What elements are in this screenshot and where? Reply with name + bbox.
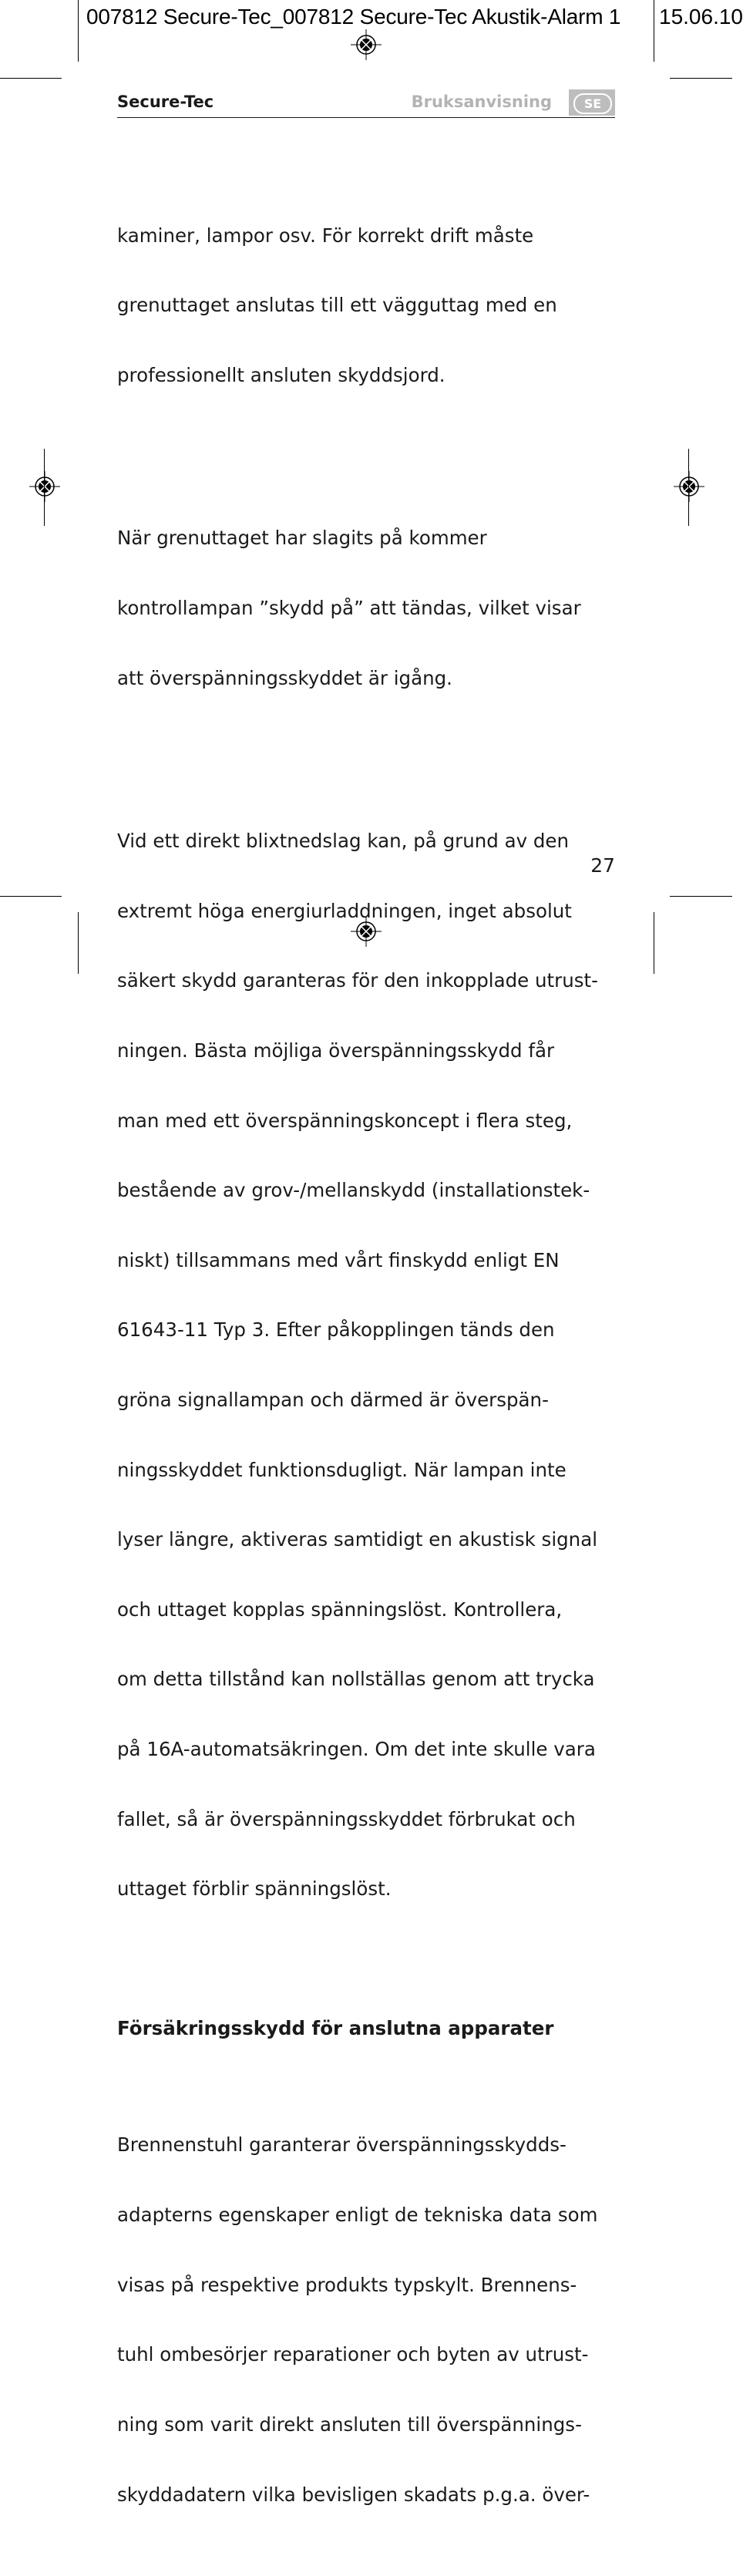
text-line: professionellt ansluten skyddsjord.	[117, 364, 445, 387]
crop-mark	[688, 449, 689, 526]
text-line: visas på respektive produkts typskylt. Brennens-	[117, 2273, 577, 2296]
text-line: på 16A-automatsäkringen. Om det inte skulle vara	[117, 1738, 596, 1761]
paragraph	[117, 2087, 626, 2553]
text-line: fallet, så är överspänningsskyddet förbrukat och	[117, 1807, 576, 1830]
text-line: tuhl ombesörjer reparationer och byten av utrust-	[117, 2343, 589, 2366]
registration-mark-icon	[29, 471, 60, 502]
brand-name: Secure-Tec	[117, 93, 214, 111]
text-line: att överspänningsskyddet är igång.	[117, 666, 452, 689]
text-line: säkert skydd garanteras för den inkopplade utrust-	[117, 969, 598, 992]
text-line: man med ett överspänningskoncept i flera steg,	[117, 1109, 573, 1132]
crop-mark	[78, 912, 79, 974]
page-number: 27	[590, 854, 615, 877]
text-line: adapterns egenskaper enligt de tekniska data som	[117, 2204, 598, 2227]
text-line: ningen. Bästa möjliga överspänningsskydd får	[117, 1039, 555, 1062]
paragraph	[117, 177, 626, 433]
text-line: kaminer, lampor osv. För korrekt drift måste	[117, 224, 534, 247]
text-line: bestående av grov-/mellanskydd (installationstek-	[117, 1179, 590, 1202]
text-line: uttaget förblir spänningslöst.	[117, 1877, 392, 1901]
crop-mark	[670, 896, 732, 897]
language-badge-label: SE	[573, 93, 612, 114]
paragraph	[117, 783, 626, 1948]
text-line: lyser längre, aktiveras samtidigt en akustisk signal	[117, 1528, 598, 1551]
text-line: skyddadatern vilka bevisligen skadats p.g.a. över-	[117, 2483, 590, 2506]
text-line: extremt höga energiurladdningen, inget absolut	[117, 899, 572, 922]
crop-mark	[44, 449, 45, 526]
text-line: Brennenstuhl garanterar överspänningsskydds-	[117, 2133, 566, 2157]
text-line: ning som varit direkt ansluten till överspännings-	[117, 2413, 582, 2436]
running-header	[117, 89, 615, 118]
registration-mark-icon	[674, 471, 704, 502]
text-line: kontrollampan ”skydd på” att tändas, vilket visar	[117, 597, 581, 620]
body-text	[117, 131, 626, 2576]
text-line: gröna signallampan och därmed är överspän-	[117, 1388, 549, 1411]
text-line: om detta tillstånd kan nollställas genom att trycka	[117, 1668, 595, 1691]
text-line: Vid ett direkt blixtnedslag kan, på grund av den	[117, 830, 570, 853]
language-badge	[569, 89, 615, 116]
text-line: 61643-11 Typ 3. Efter påkopplingen tänds den	[117, 1318, 555, 1342]
crop-mark	[670, 78, 732, 79]
text-line: grenuttaget anslutas till ett vägguttag med en	[117, 294, 557, 317]
text-line: niskt) tillsammans med vårt finskydd enligt EN	[117, 1248, 560, 1271]
crop-mark	[0, 78, 62, 79]
registration-mark-icon	[351, 29, 382, 60]
crop-mark	[78, 0, 79, 62]
print-slug-date: 15.06.10	[659, 5, 743, 29]
print-slug-file-info: 007812 Secure-Tec_007812 Secure-Tec Akustik-Alarm 1	[86, 5, 621, 29]
section-label: Bruksanvisning	[411, 93, 552, 111]
text-line: ningsskyddet funktionsdugligt. När lampan inte	[117, 1458, 566, 1481]
paragraph	[117, 480, 626, 736]
section-heading: Försäkringsskydd för anslutna apparater	[117, 2017, 554, 2040]
text-line: När grenuttaget har slagits på kommer	[117, 527, 487, 550]
text-line: och uttaget kopplas spänningslöst. Kontrollera,	[117, 1598, 563, 1621]
crop-mark	[0, 896, 62, 897]
